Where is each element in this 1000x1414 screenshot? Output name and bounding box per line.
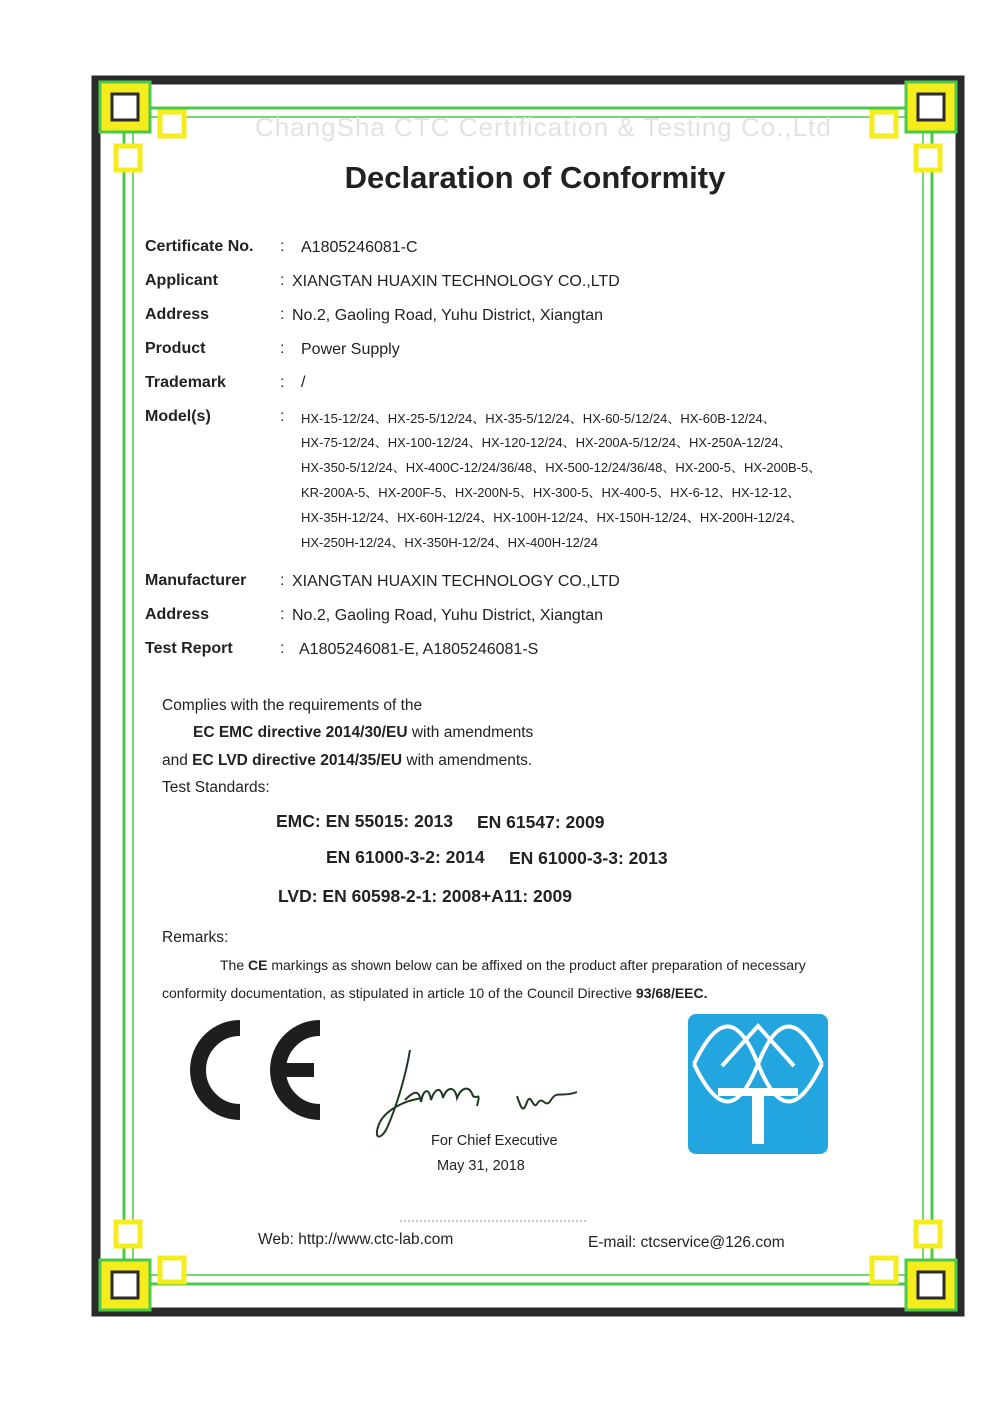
address-value: No.2, Gaoling Road, Yuhu District, Xiangtan bbox=[292, 307, 603, 324]
corner-ornament-top-right bbox=[872, 82, 956, 170]
colon: : bbox=[280, 238, 285, 255]
lvd-directive bbox=[162, 752, 532, 770]
trademark-label: Trademark bbox=[145, 374, 226, 391]
remarks-line-2 bbox=[162, 985, 708, 1001]
address2-value: No.2, Gaoling Road, Yuhu District, Xiangtan bbox=[292, 607, 603, 624]
manufacturer-label: Manufacturer bbox=[145, 572, 247, 589]
emc-directive bbox=[193, 724, 533, 742]
ce-word: CE bbox=[248, 957, 268, 973]
model-line: KR-200A-5、HX-200F-5、HX-200N-5、HX-300-5、HX-400-5、HX-6-12、HX-12-12、 bbox=[301, 485, 801, 500]
directive-number: 93/68/EEC. bbox=[635, 985, 708, 1001]
footer-email: E-mail: ctcservice@126.com bbox=[588, 1234, 785, 1251]
emc-directive-rest: with amendments bbox=[407, 724, 534, 741]
watermark: ChangSha CTC Certification & Testing Co.,Ltd bbox=[255, 112, 832, 142]
standard-emc-2: EN 61547: 2009 bbox=[477, 812, 605, 832]
page-title: Declaration of Conformity bbox=[344, 160, 726, 195]
model-line: HX-15-12/24、HX-25-5/12/24、HX-35-5/12/24、HX-60-5/12/24、HX-60B-12/24、 bbox=[301, 411, 776, 426]
colon: : bbox=[280, 572, 285, 589]
colon: : bbox=[280, 306, 285, 323]
address2-label: Address bbox=[145, 606, 210, 623]
colon: : bbox=[280, 408, 285, 425]
emc-directive-name: EC EMC directive 2014/30/EU bbox=[193, 724, 408, 741]
signature-role: For Chief Executive bbox=[431, 1133, 558, 1149]
remarks-line-1 bbox=[220, 957, 806, 973]
corner-ornament-top-left bbox=[100, 82, 184, 170]
colon: : bbox=[280, 640, 285, 657]
product-label: Product bbox=[145, 340, 206, 357]
trademark-value: / bbox=[301, 374, 306, 391]
certificate-value: A1805246081-C bbox=[301, 239, 418, 256]
remarks-line-1-rest: markings as shown below can be affixed on the product after preparation of necessary bbox=[267, 957, 806, 973]
lvd-directive-name: EC LVD directive 2014/35/EU bbox=[192, 752, 403, 769]
models-label: Model(s) bbox=[145, 408, 211, 425]
model-line: HX-35H-12/24、HX-60H-12/24、HX-100H-12/24、HX-150H-12/24、HX-200H-12/24、 bbox=[301, 510, 804, 525]
remarks-line-1-pre: The bbox=[220, 957, 249, 973]
ctc-logo-icon bbox=[688, 1014, 828, 1154]
address-label: Address bbox=[145, 306, 210, 323]
standard-emc-1: EMC: EN 55015: 2013 bbox=[276, 811, 454, 831]
lvd-directive-pre: and bbox=[162, 752, 193, 769]
remarks-label: Remarks: bbox=[162, 929, 229, 946]
compliance-intro: Complies with the requirements of the bbox=[162, 697, 423, 714]
test-standards-label: Test Standards: bbox=[162, 779, 270, 796]
model-line: HX-350-5/12/24、HX-400C-12/24/36/48、HX-500-12/24/36/48、HX-200-5、HX-200B-5、 bbox=[301, 460, 822, 475]
applicant-value: XIANGTAN HUAXIN TECHNOLOGY CO.,LTD bbox=[292, 273, 620, 290]
corner-ornament-bottom-left bbox=[100, 1222, 184, 1310]
footer-web: Web: http://www.ctc-lab.com bbox=[258, 1231, 454, 1248]
corner-ornament-bottom-right bbox=[872, 1222, 956, 1310]
applicant-label: Applicant bbox=[145, 272, 218, 289]
product-value: Power Supply bbox=[301, 341, 400, 358]
model-line: HX-250H-12/24、HX-350H-12/24、HX-400H-12/24 bbox=[301, 535, 598, 550]
ce-mark-icon bbox=[180, 1018, 330, 1122]
signature-date: May 31, 2018 bbox=[437, 1158, 525, 1174]
standard-emc-3: EN 61000-3-2: 2014 bbox=[326, 847, 485, 867]
colon: : bbox=[280, 340, 285, 357]
colon: : bbox=[280, 272, 285, 289]
test-report-value: A1805246081-E, A1805246081-S bbox=[299, 641, 539, 658]
lvd-directive-rest: with amendments. bbox=[402, 752, 533, 769]
model-line: HX-75-12/24、HX-100-12/24、HX-120-12/24、HX-200A-5/12/24、HX-250A-12/24、 bbox=[301, 435, 792, 450]
standard-emc-4: EN 61000-3-3: 2013 bbox=[509, 848, 668, 868]
colon: : bbox=[280, 606, 285, 623]
manufacturer-value: XIANGTAN HUAXIN TECHNOLOGY CO.,LTD bbox=[292, 573, 620, 590]
remarks-line-2-pre: conformity documentation, as stipulated in article 10 of the Council Directive bbox=[162, 985, 636, 1001]
certificate-label: Certificate No. bbox=[145, 238, 254, 255]
colon: : bbox=[280, 374, 285, 391]
standard-lvd: LVD: EN 60598-2-1: 2008+A11: 2009 bbox=[278, 886, 572, 906]
test-report-label: Test Report bbox=[145, 640, 233, 657]
